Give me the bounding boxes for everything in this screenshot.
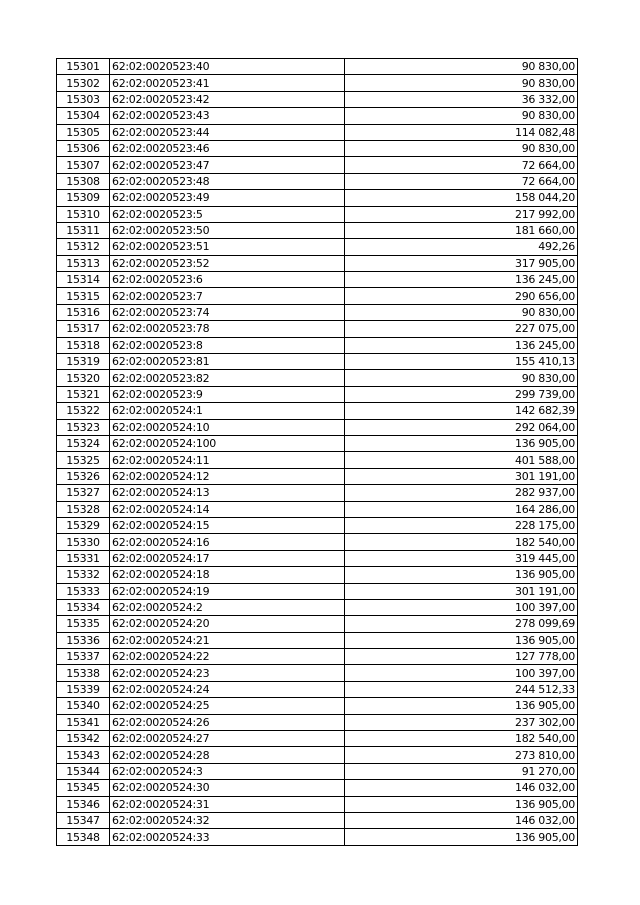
table-row [57, 337, 578, 353]
table-row [57, 616, 578, 632]
table-row [57, 501, 578, 517]
table-row [57, 763, 578, 779]
table-row [57, 190, 578, 206]
table-row [57, 272, 578, 288]
value-cell: 278 099,69 [345, 616, 578, 632]
value-cell: 142 682,39 [345, 403, 578, 419]
value-cell: 90 830,00 [345, 75, 578, 91]
value-cell: 127 778,00 [345, 649, 578, 665]
cadastral-number-cell: 62:02:0020524:31 [110, 796, 345, 812]
row-number-cell: 15315 [57, 288, 110, 304]
cadastral-number-cell: 62:02:0020523:5 [110, 206, 345, 222]
row-number-cell: 15342 [57, 731, 110, 747]
table-body [57, 59, 578, 846]
row-number-cell: 15337 [57, 649, 110, 665]
value-cell: 317 905,00 [345, 255, 578, 271]
cadastral-number-cell: 62:02:0020523:51 [110, 239, 345, 255]
table-row [57, 649, 578, 665]
cadastral-number-cell: 62:02:0020524:22 [110, 649, 345, 665]
row-number-cell: 15312 [57, 239, 110, 255]
value-cell: 100 397,00 [345, 665, 578, 681]
cadastral-number-cell: 62:02:0020523:48 [110, 173, 345, 189]
table-row [57, 485, 578, 501]
table-row [57, 222, 578, 238]
row-number-cell: 15340 [57, 698, 110, 714]
value-cell: 292 064,00 [345, 419, 578, 435]
table-row [57, 681, 578, 697]
row-number-cell: 15314 [57, 272, 110, 288]
value-cell: 227 075,00 [345, 321, 578, 337]
cadastral-number-cell: 62:02:0020524:26 [110, 714, 345, 730]
cadastral-number-cell: 62:02:0020524:24 [110, 681, 345, 697]
row-number-cell: 15338 [57, 665, 110, 681]
cadastral-number-cell: 62:02:0020524:25 [110, 698, 345, 714]
row-number-cell: 15341 [57, 714, 110, 730]
row-number-cell: 15301 [57, 59, 110, 75]
row-number-cell: 15311 [57, 222, 110, 238]
cadastral-number-cell: 62:02:0020524:32 [110, 812, 345, 828]
table-row [57, 354, 578, 370]
table-row [57, 534, 578, 550]
value-cell: 164 286,00 [345, 501, 578, 517]
cadastral-number-cell: 62:02:0020523:78 [110, 321, 345, 337]
table-row [57, 91, 578, 107]
table-row [57, 468, 578, 484]
row-number-cell: 15305 [57, 124, 110, 140]
row-number-cell: 15325 [57, 452, 110, 468]
row-number-cell: 15336 [57, 632, 110, 648]
value-cell: 244 512,33 [345, 681, 578, 697]
cadastral-number-cell: 62:02:0020523:82 [110, 370, 345, 386]
row-number-cell: 15306 [57, 140, 110, 156]
table-row [57, 698, 578, 714]
table-row [57, 321, 578, 337]
row-number-cell: 15319 [57, 354, 110, 370]
value-cell: 136 245,00 [345, 272, 578, 288]
row-number-cell: 15344 [57, 763, 110, 779]
row-number-cell: 15346 [57, 796, 110, 812]
cadastral-number-cell: 62:02:0020524:15 [110, 517, 345, 533]
table-row [57, 665, 578, 681]
value-cell: 36 332,00 [345, 91, 578, 107]
table-row [57, 206, 578, 222]
cadastral-number-cell: 62:02:0020524:18 [110, 567, 345, 583]
table-row [57, 75, 578, 91]
row-number-cell: 15317 [57, 321, 110, 337]
row-number-cell: 15307 [57, 157, 110, 173]
value-cell: 136 245,00 [345, 337, 578, 353]
table-row [57, 583, 578, 599]
row-number-cell: 15313 [57, 255, 110, 271]
value-cell: 136 905,00 [345, 567, 578, 583]
cadastral-value-table [56, 58, 578, 846]
cadastral-number-cell: 62:02:0020523:6 [110, 272, 345, 288]
table-row [57, 108, 578, 124]
value-cell: 301 191,00 [345, 468, 578, 484]
cadastral-number-cell: 62:02:0020524:30 [110, 780, 345, 796]
table-row [57, 419, 578, 435]
row-number-cell: 15348 [57, 829, 110, 845]
row-number-cell: 15308 [57, 173, 110, 189]
row-number-cell: 15320 [57, 370, 110, 386]
value-cell: 319 445,00 [345, 550, 578, 566]
row-number-cell: 15335 [57, 616, 110, 632]
row-number-cell: 15321 [57, 386, 110, 402]
row-number-cell: 15323 [57, 419, 110, 435]
table-row [57, 550, 578, 566]
cadastral-number-cell: 62:02:0020523:52 [110, 255, 345, 271]
table-row [57, 255, 578, 271]
cadastral-number-cell: 62:02:0020524:3 [110, 763, 345, 779]
value-cell: 273 810,00 [345, 747, 578, 763]
value-cell: 146 032,00 [345, 812, 578, 828]
cadastral-number-cell: 62:02:0020523:41 [110, 75, 345, 91]
value-cell: 72 664,00 [345, 173, 578, 189]
value-cell: 299 739,00 [345, 386, 578, 402]
cadastral-number-cell: 62:02:0020524:100 [110, 435, 345, 451]
cadastral-number-cell: 62:02:0020524:33 [110, 829, 345, 845]
row-number-cell: 15328 [57, 501, 110, 517]
table-row [57, 780, 578, 796]
cadastral-number-cell: 62:02:0020523:74 [110, 304, 345, 320]
table-row [57, 731, 578, 747]
table-row [57, 632, 578, 648]
cadastral-number-cell: 62:02:0020524:17 [110, 550, 345, 566]
table-row [57, 747, 578, 763]
table-row [57, 452, 578, 468]
value-cell: 182 540,00 [345, 534, 578, 550]
table-row [57, 370, 578, 386]
value-cell: 136 905,00 [345, 829, 578, 845]
cadastral-number-cell: 62:02:0020524:16 [110, 534, 345, 550]
table-row [57, 173, 578, 189]
value-cell: 492,26 [345, 239, 578, 255]
row-number-cell: 15330 [57, 534, 110, 550]
cadastral-number-cell: 62:02:0020524:14 [110, 501, 345, 517]
cadastral-number-cell: 62:02:0020524:13 [110, 485, 345, 501]
table-row [57, 812, 578, 828]
value-cell: 114 082,48 [345, 124, 578, 140]
cadastral-number-cell: 62:02:0020523:42 [110, 91, 345, 107]
row-number-cell: 15310 [57, 206, 110, 222]
row-number-cell: 15318 [57, 337, 110, 353]
table-row [57, 403, 578, 419]
row-number-cell: 15334 [57, 599, 110, 615]
row-number-cell: 15302 [57, 75, 110, 91]
table-row [57, 599, 578, 615]
value-cell: 136 905,00 [345, 796, 578, 812]
table-row [57, 59, 578, 75]
cadastral-number-cell: 62:02:0020524:27 [110, 731, 345, 747]
value-cell: 282 937,00 [345, 485, 578, 501]
cadastral-number-cell: 62:02:0020524:20 [110, 616, 345, 632]
table-row [57, 435, 578, 451]
value-cell: 72 664,00 [345, 157, 578, 173]
value-cell: 90 830,00 [345, 304, 578, 320]
value-cell: 136 905,00 [345, 632, 578, 648]
cadastral-number-cell: 62:02:0020523:46 [110, 140, 345, 156]
cadastral-number-cell: 62:02:0020524:10 [110, 419, 345, 435]
table-row [57, 157, 578, 173]
cadastral-number-cell: 62:02:0020523:7 [110, 288, 345, 304]
table-row [57, 239, 578, 255]
row-number-cell: 15326 [57, 468, 110, 484]
row-number-cell: 15347 [57, 812, 110, 828]
row-number-cell: 15303 [57, 91, 110, 107]
row-number-cell: 15329 [57, 517, 110, 533]
cadastral-number-cell: 62:02:0020523:44 [110, 124, 345, 140]
cadastral-number-cell: 62:02:0020523:8 [110, 337, 345, 353]
value-cell: 90 830,00 [345, 140, 578, 156]
value-cell: 136 905,00 [345, 435, 578, 451]
value-cell: 217 992,00 [345, 206, 578, 222]
value-cell: 136 905,00 [345, 698, 578, 714]
table-row [57, 517, 578, 533]
table-row [57, 386, 578, 402]
table-row [57, 304, 578, 320]
value-cell: 90 830,00 [345, 108, 578, 124]
row-number-cell: 15327 [57, 485, 110, 501]
value-cell: 155 410,13 [345, 354, 578, 370]
row-number-cell: 15333 [57, 583, 110, 599]
cadastral-number-cell: 62:02:0020524:12 [110, 468, 345, 484]
cadastral-number-cell: 62:02:0020524:2 [110, 599, 345, 615]
row-number-cell: 15339 [57, 681, 110, 697]
row-number-cell: 15332 [57, 567, 110, 583]
table-row [57, 124, 578, 140]
cadastral-number-cell: 62:02:0020523:40 [110, 59, 345, 75]
value-cell: 146 032,00 [345, 780, 578, 796]
row-number-cell: 15343 [57, 747, 110, 763]
value-cell: 401 588,00 [345, 452, 578, 468]
row-number-cell: 15316 [57, 304, 110, 320]
cadastral-number-cell: 62:02:0020523:50 [110, 222, 345, 238]
row-number-cell: 15345 [57, 780, 110, 796]
cadastral-number-cell: 62:02:0020524:19 [110, 583, 345, 599]
value-cell: 228 175,00 [345, 517, 578, 533]
cadastral-number-cell: 62:02:0020523:47 [110, 157, 345, 173]
table-row [57, 140, 578, 156]
cadastral-number-cell: 62:02:0020523:43 [110, 108, 345, 124]
row-number-cell: 15324 [57, 435, 110, 451]
cadastral-number-cell: 62:02:0020523:49 [110, 190, 345, 206]
value-cell: 290 656,00 [345, 288, 578, 304]
value-cell: 182 540,00 [345, 731, 578, 747]
row-number-cell: 15322 [57, 403, 110, 419]
cadastral-number-cell: 62:02:0020524:1 [110, 403, 345, 419]
value-cell: 91 270,00 [345, 763, 578, 779]
cadastral-number-cell: 62:02:0020524:11 [110, 452, 345, 468]
value-cell: 90 830,00 [345, 370, 578, 386]
row-number-cell: 15309 [57, 190, 110, 206]
cadastral-number-cell: 62:02:0020524:21 [110, 632, 345, 648]
table-row [57, 288, 578, 304]
table-row [57, 796, 578, 812]
cadastral-number-cell: 62:02:0020523:9 [110, 386, 345, 402]
row-number-cell: 15331 [57, 550, 110, 566]
cadastral-number-cell: 62:02:0020524:28 [110, 747, 345, 763]
cadastral-number-cell: 62:02:0020524:23 [110, 665, 345, 681]
value-cell: 90 830,00 [345, 59, 578, 75]
value-cell: 237 302,00 [345, 714, 578, 730]
value-cell: 100 397,00 [345, 599, 578, 615]
table-row [57, 714, 578, 730]
value-cell: 158 044,20 [345, 190, 578, 206]
cadastral-number-cell: 62:02:0020523:81 [110, 354, 345, 370]
value-cell: 301 191,00 [345, 583, 578, 599]
row-number-cell: 15304 [57, 108, 110, 124]
table-row [57, 567, 578, 583]
table-row [57, 829, 578, 845]
value-cell: 181 660,00 [345, 222, 578, 238]
